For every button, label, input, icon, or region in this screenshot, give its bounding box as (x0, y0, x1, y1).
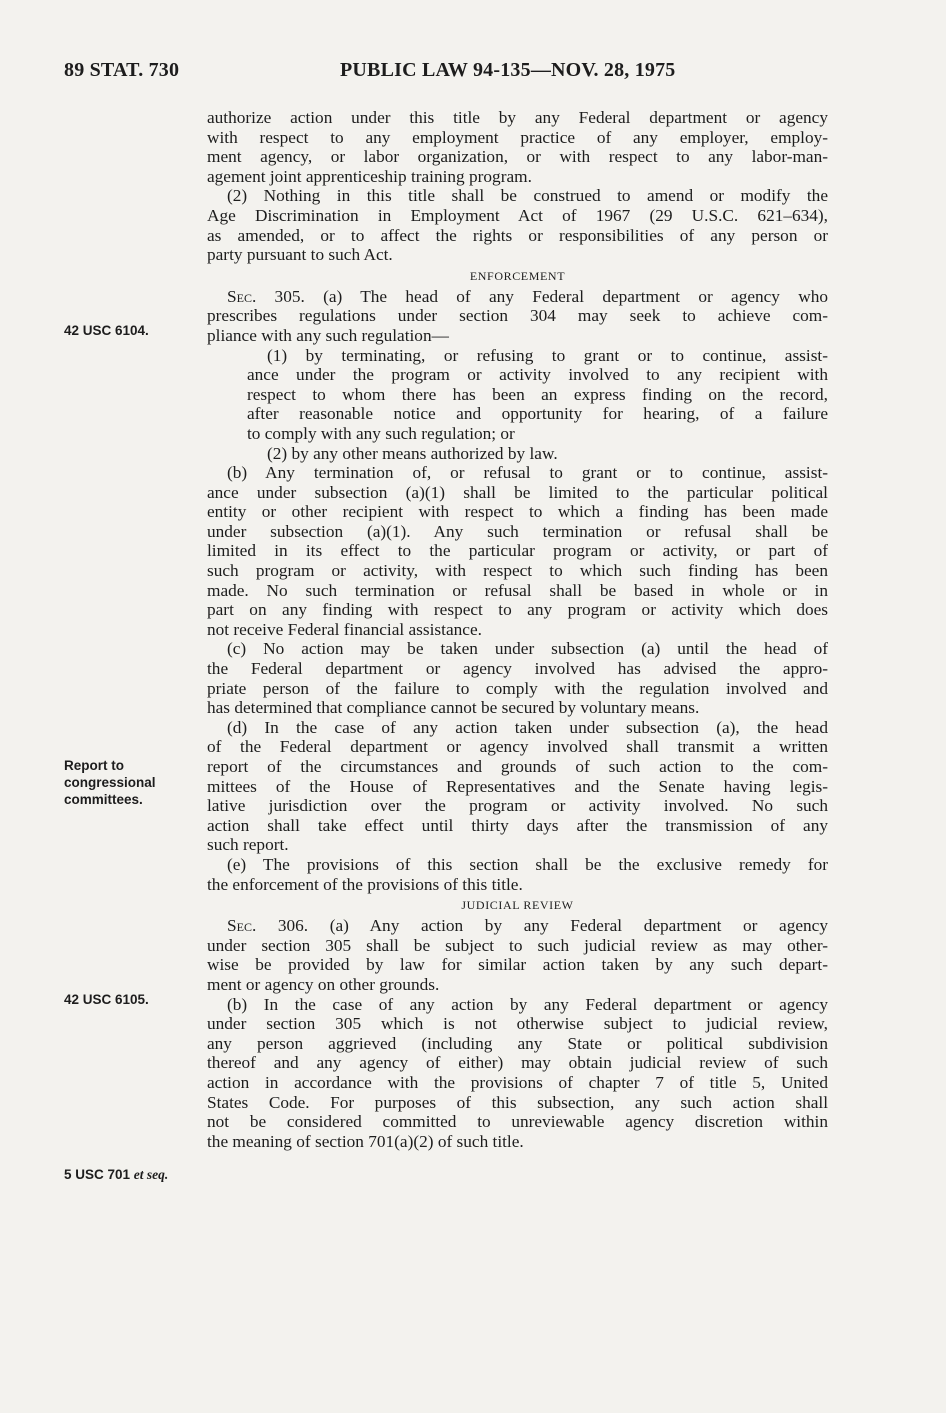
text-line: to comply with any such regulation; or (247, 423, 515, 443)
text-line: (e) The provisions of this section shall be the exclusive remedy for (227, 854, 828, 874)
text-line: the enforcement of the provisions of this title. (207, 874, 523, 894)
section-305 (207, 287, 828, 894)
text-line: respect to whom there has been an express finding on the record, (247, 384, 828, 404)
stat-page-number: 89 STAT. 730 (64, 59, 180, 81)
text-line: ance under the program or activity involved to any recipient with (247, 365, 828, 385)
margin-note-et-seq: et seq. (133, 1167, 169, 1182)
text-line: report of the circumstances and grounds of such action to the com- (207, 757, 828, 776)
text-line: as amended, or to affect the rights or responsibilities of any person or (207, 225, 828, 245)
text-line: part on any finding with respect to any program or activity which does (207, 600, 828, 620)
sec-label: Sec. (227, 286, 257, 306)
statute-body (207, 108, 828, 1151)
text-line: (b) Any termination of, or refusal to grant or to continue, assist- (227, 463, 828, 483)
text-line: ment or agency on other grounds. (207, 974, 440, 994)
page-running-title: PUBLIC LAW 94-135—NOV. 28, 1975 (340, 59, 676, 81)
text-line: (2) Nothing in this title shall be construed to amend or modify the (227, 186, 828, 206)
text-line: wise be provided by law for similar action taken by any such depart- (207, 955, 828, 975)
text-line (207, 916, 828, 936)
text-line: authorize action under this title by any Federal department or agency (207, 108, 828, 127)
margin-note-cite: 5 USC 701 (64, 1167, 134, 1182)
text-run: 306. (a) Any action by any Federal department or agency (256, 916, 828, 936)
text-line: with respect to any employment practice of any employer, employ- (207, 127, 828, 147)
sec-label: Sec. (227, 916, 257, 936)
text-line: Age Discrimination in Employment Act of 1967 (29 U.S.C. 621–634), (207, 205, 828, 225)
text-line: such program or activity, with respect to which such finding has been (207, 561, 828, 581)
text-line: action in accordance with the provisions of chapter 7 of title 5, United (207, 1072, 828, 1092)
text-line: entity or other recipient with respect to which a finding has been made (207, 502, 828, 522)
margin-note-line: Report to (64, 758, 124, 773)
text-line: of the Federal department or agency involved shall transmit a written (207, 737, 828, 757)
text-line: (1) by terminating, or refusing to grant or to continue, assist- (267, 345, 828, 365)
text-line: limited in its effect to the particular program or activity, or part of (207, 541, 828, 561)
text-line: (c) No action may be taken under subsection (a) until the head of (227, 639, 828, 659)
text-line: the Federal department or agency involved has advised the appro- (207, 659, 828, 679)
text-line: thereof and any agency of either) may obtain judicial review of such (207, 1053, 828, 1073)
text-line: any person aggrieved (including any State or political subdivision (207, 1033, 828, 1053)
text-line: under subsection (a)(1). Any such termination or refusal shall be (207, 521, 828, 541)
text-line: lative jurisdiction over the program or activity involved. No such (207, 796, 828, 816)
text-line: the meaning of section 701(a)(2) of such title. (207, 1131, 524, 1151)
text-line: prescribes regulations under section 304 may seek to achieve com- (207, 306, 828, 326)
margin-note-42-usc-6105: 42 USC 6105. (64, 992, 149, 1007)
margin-note-line: committees. (64, 792, 143, 807)
text-line (207, 287, 828, 307)
text-line: ment agency, or labor organization, or with respect to any labor-man- (207, 147, 828, 167)
text-line: has determined that compliance cannot be secured by voluntary means. (207, 698, 700, 718)
text-line: priate person of the failure to comply with the regulation involved and (207, 678, 828, 698)
text-line: under section 305 which is not otherwise subject to judicial review, (207, 1014, 828, 1034)
margin-note-report-to-committees (64, 757, 156, 808)
text-line: made. No such termination or refusal shall be based in whole or in (207, 580, 828, 600)
margin-note-5-usc-701 (64, 1166, 168, 1183)
margin-note-line: congressional (64, 775, 156, 790)
text-line: after reasonable notice and opportunity for hearing, of a failure (247, 404, 828, 424)
section-heading-judicial-review: JUDICIAL REVIEW (461, 898, 574, 913)
text-line: pliance with any such regulation— (207, 325, 449, 345)
section-heading-enforcement: ENFORCEMENT (469, 268, 566, 283)
text-line: (b) In the case of any action by any Federal department or agency (227, 994, 828, 1014)
text-line: agement joint apprenticeship training program. (207, 166, 532, 186)
text-run: 305. (a) The head of any Federal department or agency who (256, 286, 828, 306)
text-line: (2) by any other means authorized by law. (267, 443, 558, 463)
text-line: action shall take effect until thirty days after the transmission of any (207, 815, 828, 835)
section-306 (207, 916, 828, 1151)
text-line: mittees of the House of Representatives and the Senate having legis- (207, 776, 828, 796)
margin-note-42-usc-6104: 42 USC 6104. (64, 323, 149, 338)
text-line: such report. (207, 835, 289, 855)
paragraph-continuation (207, 108, 828, 186)
text-line: not receive Federal financial assistance. (207, 619, 482, 639)
paragraph-sec-304-2 (207, 186, 828, 264)
text-line: party pursuant to such Act. (207, 245, 393, 265)
text-line: not be considered committed to unreviewable agency discretion within (207, 1112, 828, 1132)
text-line: under section 305 shall be subject to such judicial review as may other- (207, 935, 828, 955)
text-line: ance under subsection (a)(1) shall be limited to the particular political (207, 482, 828, 502)
text-line: States Code. For purposes of this subsection, any such action shall (207, 1092, 828, 1112)
text-line: (d) In the case of any action taken under subsection (a), the head (227, 717, 828, 737)
